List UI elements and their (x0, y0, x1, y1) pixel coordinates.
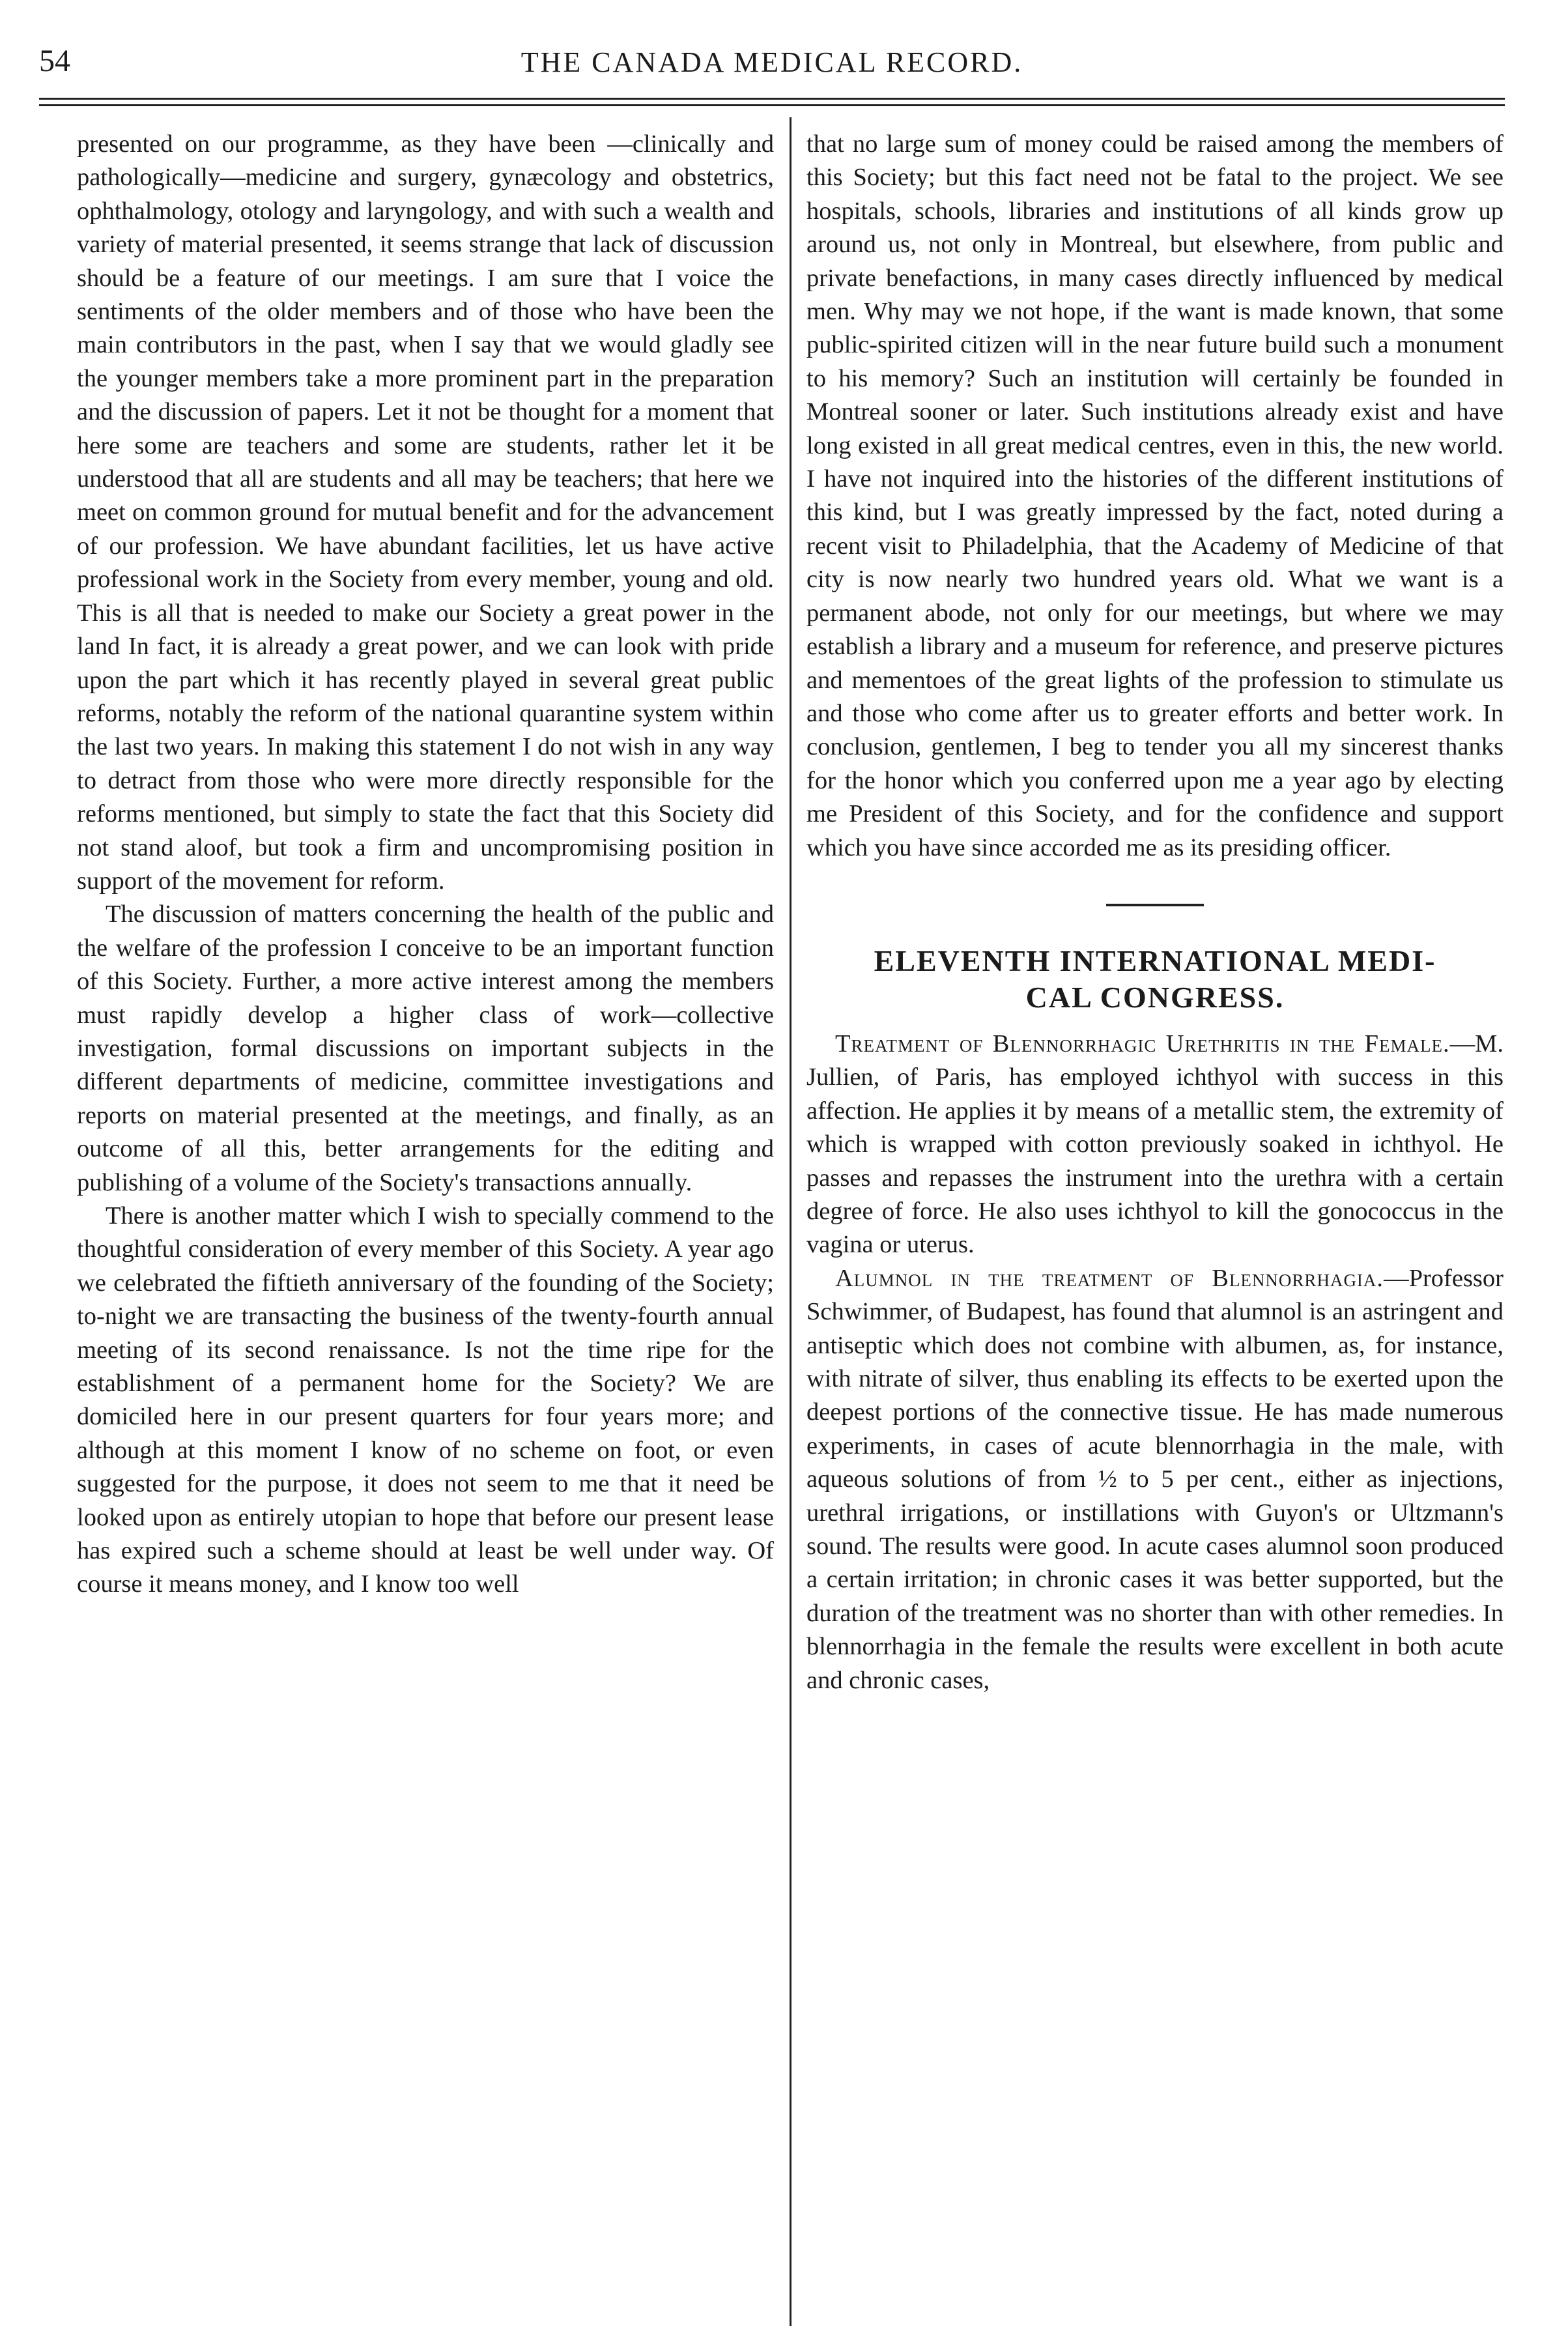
section-title-line-2: CAL CONGRESS. (1025, 980, 1285, 1014)
header-rule-top (39, 98, 1505, 100)
section-divider (1106, 904, 1204, 906)
header-rule-bottom (39, 104, 1505, 106)
left-paragraph-3: There is another matter which I wish to specially commend to the thoughtful consideration of every member of this Society. A year ago we celebrated the fiftieth anniversary of the founding of the Society; to-night we are transacting the business of the twenty-fourth annual meeting of its second renaissance. Is not the time ripe for the establishment of a permanent home for the Society? We are domiciled here in our present quarters for four years more; and although at this moment I know of no scheme on foot, or even suggested for the purpose, it does not seem to me that it need be looked upon as entirely utopian to hope that before our present lease has expired such a scheme should at least be well under way. Of course it means money, and I know too well (77, 1202, 774, 1598)
article-body: —Professor Schwimmer, of Budapest, has found that alumnol is an astringent and antiseptic which does not combine with albumen, as, for instance, with nitrate of silver, thus enabling its effects to be exerted upon the deepest portions of the connective tissue. He has made numerous experiments, in cases of acute blennorrhagia in the male, with aqueous solutions of from ½ to 5 per cent., either as injections, urethral irrigations, or instillations with Guyon's or Ultzmann's sound. The results were good. In acute cases alumnol soon produced a certain irritation; in chronic cases it was better supported, but the duration of the treatment was no shorter than with other remedies. In blennorrhagia in the female the results were excellent in both acute and chronic cases, (806, 1264, 1504, 1694)
section-title (806, 943, 1504, 1016)
article-heading: Treatment of Blennorrhagic Urethritis in the Female. (835, 1029, 1450, 1057)
column-divider (790, 117, 791, 2326)
journal-title: THE CANADA MEDICAL RECORD. (520, 46, 1023, 78)
page-number: 54 (39, 44, 70, 78)
right-paragraph-1: that no large sum of money could be raised among the members of this Society; but this fact need not be fatal to the project. We see hospitals, schools, libraries and institutions of all kinds grow up around us, not only in Montreal, but elsewhere, from public and private benefactions, in many cases directly influenced by medical men. Why may we not hope, if the want is made known, that some public-spirited citizen will in the near future build such a monument to his memory? Such an institution will certainly be founded in Montreal sooner or later. Such institutions already exist and have long existed in all great medical centres, even in this, the new world. I have not inquired into the histories of the different institutions of this kind, but I was greatly impressed by the fact, noted during a recent visit to Philadelphia, that the Academy of Medicine of that city is now nearly two hundred years old. What we want is a permanent abode, not only for our meetings, but where we may establish a library and a museum for reference, and preserve pictures and mementoes of the great lights of the profession to stimulate us and those who come after us to greater efforts and better work. In conclusion, gentlemen, I beg to tender you all my sincerest thanks for the honor which you conferred upon me a year ago by electing me President of this Society, and for the confidence and support which you have since accorded me as its presiding officer. (806, 130, 1504, 861)
left-paragraph-1: presented on our programme, as they have been —clinically and pathologically—medicine and surgery, gynæcology and obstetrics, ophthalmology, otology and laryngology, and with such a wealth and variety of material presented, it seems strange that lack of discussion should be a feature of our meetings. I am sure that I voice the sentiments of the older members and of those who have been the main contributors in the past, when I say that we would gladly see the younger members take a more prominent part in the preparation and the discussion of papers. Let it not be thought for a moment that here some are teachers and some are students, rather let it be understood that all are students and all may be teachers; that here we meet on common ground for mutual benefit and for the advancement of our profession. We have abundant facilities, let us have active professional work in the Society from every member, young and old. This is all that is needed to make our Society a great power in the land In fact, it is already a great power, and we can look with pride upon the part which it has recently played in several great public reforms, notably the reform of the national quarantine system within the last two years. In making this statement I do not wish in any way to detract from those who were more directly responsible for the reforms mentioned, but simply to state the fact that this Society did not stand aloof, but took a firm and uncompromising position in support of the movement for reform. (77, 130, 774, 895)
left-paragraph-2: The discussion of matters concerning the health of the public and the welfare of the profession I conceive to be an important function of this Society. Further, a more active interest among the members must rapidly develop a higher class of work—collective investigation, formal discussions on important subjects in the different departments of medicine, committee investigations and reports on material presented at the meetings, and finally, as an outcome of all this, better arrangements for the editing and publishing of a volume of the Society's transactions annually. (77, 900, 774, 1196)
section-title-line-1: ELEVENTH INTERNATIONAL MEDI- (874, 943, 1436, 977)
article-blennorrhagic-urethritis (806, 1028, 1504, 1262)
article-body: —M. Jullien, of Paris, has employed ichthyol with success in this affection. He applies it by means of a metallic stem, the extremity of which is wrapped with cotton previously soaked in ichthyol. He passes and repasses the instrument into the urethra with a certain degree of force. He also uses ichthyol to kill the gonococcus in the vagina or uterus. (806, 1029, 1504, 1259)
right-column (806, 128, 1504, 1697)
page-header (39, 39, 1505, 91)
left-column (77, 128, 774, 1602)
article-heading: Alumnol in the treatment of Blennorrhagia. (835, 1264, 1384, 1292)
article-alumnol (806, 1262, 1504, 1697)
